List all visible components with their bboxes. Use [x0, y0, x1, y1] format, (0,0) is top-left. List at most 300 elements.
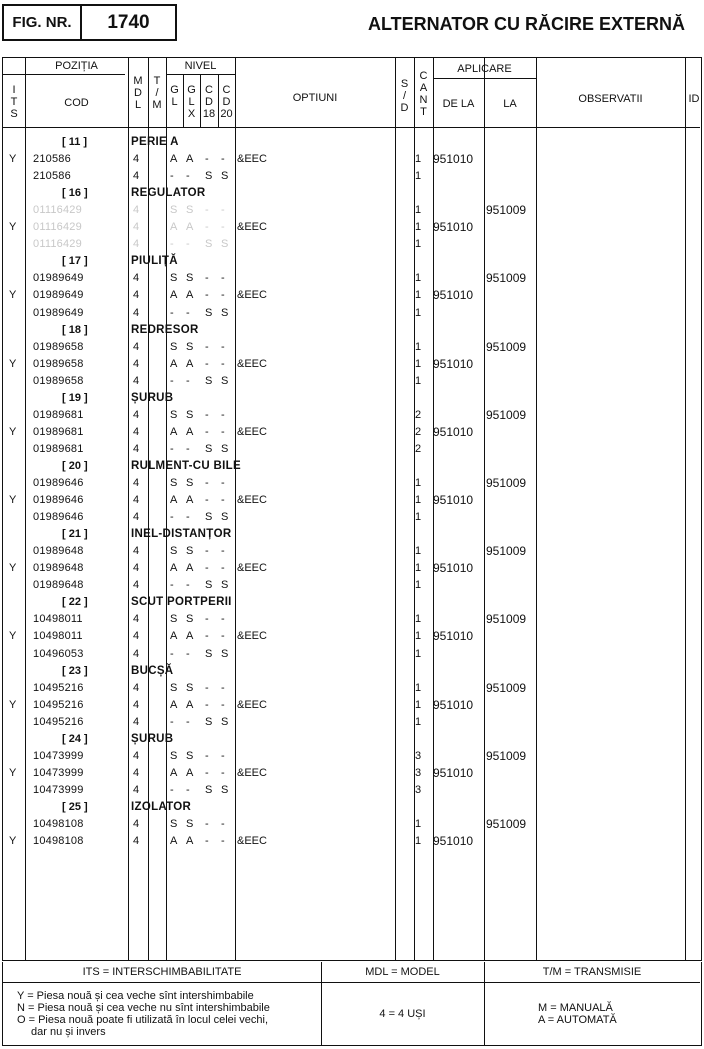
table-row	[0, 697, 704, 713]
nivel-cell: -	[205, 630, 209, 643]
mdl-cell: 4	[133, 340, 140, 353]
mdl-cell: 4	[133, 698, 140, 711]
nivel-cell: -	[205, 272, 209, 285]
part-code: 01989658	[33, 340, 84, 353]
mdl-cell: 4	[133, 681, 140, 694]
nivel-cell: -	[186, 647, 190, 660]
quantity-cell: 1	[415, 818, 422, 830]
nivel-cell: S	[170, 818, 178, 830]
nivel-cell: S	[186, 545, 194, 558]
its-cell: Y	[9, 630, 17, 643]
header-la: LA	[503, 98, 517, 110]
nivel-cell: A	[170, 630, 178, 643]
nivel-cell: S	[205, 306, 213, 319]
date-from-cell: 951010	[433, 765, 474, 780]
legend-its-title: ITS = INTERSCHIMBABILITATE	[3, 962, 321, 983]
table-row	[0, 509, 704, 525]
nivel-cell: -	[170, 647, 174, 660]
nivel-cell: S	[186, 477, 194, 489]
header-cd20: C D 20	[220, 84, 233, 120]
quantity-cell: 1	[415, 681, 422, 694]
table-row	[0, 611, 704, 627]
mdl-cell: 4	[133, 306, 140, 319]
nivel-cell: -	[205, 494, 209, 507]
quantity-cell: 2	[415, 425, 422, 438]
group-header-row	[0, 390, 704, 406]
header-its: I T S	[10, 84, 18, 120]
header-optiuni: OPTIUNI	[292, 92, 338, 104]
nivel-cell: -	[221, 545, 225, 558]
table-row	[0, 373, 704, 389]
mdl-cell: 4	[133, 238, 140, 251]
mdl-cell: 4	[133, 425, 140, 438]
header-aplicare: APLICARE	[457, 63, 512, 75]
mdl-cell: 4	[133, 442, 140, 455]
nivel-cell: A	[170, 289, 178, 302]
nivel-cell: S	[170, 340, 178, 353]
nivel-cell: A	[186, 289, 194, 302]
part-code: 01989648	[33, 562, 84, 575]
quantity-cell: 1	[415, 272, 422, 285]
mdl-cell: 4	[133, 579, 140, 592]
nivel-cell: A	[186, 766, 194, 779]
mdl-cell: 4	[133, 511, 140, 524]
mdl-cell: 4	[133, 783, 140, 796]
date-from-cell: 951010	[433, 561, 474, 576]
date-to-cell: 951009	[486, 544, 527, 559]
date-from-cell: 951010	[433, 834, 474, 849]
nivel-cell: -	[205, 340, 209, 353]
part-name: INEL-DISTANȚOR	[131, 528, 232, 541]
quantity-cell: 1	[415, 511, 422, 524]
nivel-cell: S	[205, 647, 213, 660]
table-row	[0, 492, 704, 508]
nivel-cell: A	[170, 835, 178, 848]
nivel-cell: -	[221, 630, 225, 643]
header-id: ID	[688, 93, 700, 105]
quantity-cell: 1	[415, 630, 422, 643]
legend-its-line: O = Piesa nouă poate fi utilizată în locul celei vechi,	[17, 1014, 269, 1026]
nivel-cell: S	[221, 783, 229, 796]
part-code: 10498011	[33, 613, 83, 626]
nivel-cell: A	[186, 630, 194, 643]
table-row	[0, 782, 704, 798]
part-code: 01116429	[33, 238, 82, 251]
legend-its-line: Y = Piesa nouă și cea veche sînt intershimbabile	[17, 990, 254, 1002]
part-code: 10498108	[33, 818, 84, 830]
table-row	[0, 236, 704, 252]
mdl-cell: 4	[133, 749, 140, 762]
mdl-cell: 4	[133, 153, 140, 166]
quantity-cell: 1	[415, 545, 422, 558]
part-code: 10498011	[33, 630, 83, 643]
position-number: [ 17 ]	[62, 255, 88, 268]
quantity-cell: 3	[415, 783, 422, 796]
part-name: ȘURUB	[131, 732, 174, 745]
quantity-cell: 1	[415, 204, 422, 217]
part-name: REGULATOR	[131, 187, 206, 200]
header-cd18: C D 18	[202, 84, 216, 120]
nivel-cell: -	[170, 715, 174, 728]
date-from-cell: 951010	[433, 152, 474, 167]
table-row	[0, 202, 704, 218]
nivel-cell: A	[170, 357, 178, 370]
its-cell: Y	[9, 425, 17, 438]
position-number: [ 25 ]	[62, 800, 88, 813]
mdl-cell: 4	[133, 766, 140, 779]
nivel-cell: -	[221, 340, 225, 353]
nivel-cell: S	[186, 818, 194, 830]
group-header-row	[0, 663, 704, 679]
group-header-row	[0, 185, 704, 201]
mdl-cell: 4	[133, 835, 140, 848]
group-header-row	[0, 322, 704, 338]
group-header-row	[0, 458, 704, 474]
quantity-cell: 1	[415, 340, 422, 353]
table-row	[0, 748, 704, 764]
nivel-cell: -	[221, 613, 225, 626]
nivel-cell: S	[221, 647, 229, 660]
part-code: 01989648	[33, 579, 84, 592]
table-row	[0, 168, 704, 184]
quantity-cell: 3	[415, 749, 422, 762]
nivel-cell: -	[221, 818, 225, 830]
its-cell: Y	[9, 562, 17, 575]
nivel-cell: A	[170, 562, 178, 575]
nivel-cell: S	[170, 749, 178, 762]
mdl-cell: 4	[133, 170, 140, 183]
position-number: [ 21 ]	[62, 528, 88, 541]
option-cell: &EEC	[237, 221, 267, 234]
part-name: IZOLATOR	[131, 800, 192, 813]
nivel-cell: S	[186, 340, 194, 353]
its-cell: Y	[9, 494, 17, 507]
part-code: 01989649	[33, 272, 84, 285]
nivel-cell: S	[221, 306, 229, 319]
legend-tm-line: M = MANUALĂ	[538, 1002, 613, 1014]
nivel-cell: A	[170, 698, 178, 711]
nivel-cell: S	[170, 408, 178, 421]
nivel-cell: -	[221, 204, 225, 217]
nivel-cell: S	[221, 238, 229, 251]
nivel-cell: S	[221, 170, 229, 183]
part-code: 10496053	[33, 647, 84, 660]
figure-number: 1740	[107, 11, 150, 33]
quantity-cell: 1	[415, 306, 422, 319]
group-header-row	[0, 731, 704, 747]
table-row	[0, 646, 704, 662]
nivel-cell: S	[205, 579, 213, 592]
mdl-cell: 4	[133, 715, 140, 728]
part-code: 10495216	[33, 698, 84, 711]
figure-label: FIG. NR.	[4, 6, 82, 39]
nivel-cell: -	[170, 783, 174, 796]
position-number: [ 18 ]	[62, 323, 88, 336]
nivel-cell: S	[205, 783, 213, 796]
nivel-cell: -	[205, 477, 209, 489]
nivel-cell: S	[170, 613, 178, 626]
part-code: 210586	[33, 170, 71, 183]
part-code: 01989681	[33, 408, 84, 421]
table-row	[0, 356, 704, 372]
table-row	[0, 339, 704, 355]
table-row	[0, 151, 704, 167]
date-to-cell: 951009	[486, 476, 527, 490]
header-tm: T / M	[152, 75, 162, 111]
part-name: BUCȘĂ	[131, 664, 174, 677]
quantity-cell: 1	[415, 562, 422, 575]
option-cell: &EEC	[237, 289, 267, 302]
nivel-cell: A	[186, 835, 194, 848]
page-title: ALTERNATOR CU RĂCIRE EXTERNĂ	[368, 14, 686, 34]
nivel-cell: -	[186, 715, 190, 728]
mdl-cell: 4	[133, 357, 140, 370]
nivel-cell: A	[186, 698, 194, 711]
part-code: 210586	[33, 153, 71, 166]
part-code: 01989646	[33, 511, 84, 524]
option-cell: &EEC	[237, 766, 267, 779]
nivel-cell: -	[205, 613, 209, 626]
part-code: 01989649	[33, 289, 84, 302]
nivel-cell: A	[186, 357, 194, 370]
nivel-cell: -	[205, 562, 209, 575]
nivel-cell: -	[170, 170, 174, 183]
date-from-cell: 951010	[433, 697, 474, 712]
nivel-cell: -	[186, 374, 190, 387]
nivel-cell: S	[221, 579, 229, 592]
nivel-cell: -	[205, 698, 209, 711]
nivel-cell: -	[221, 835, 225, 848]
mdl-cell: 4	[133, 289, 140, 302]
part-code: 10498108	[33, 835, 84, 848]
nivel-cell: -	[205, 289, 209, 302]
nivel-cell: -	[221, 494, 225, 507]
position-number: [ 24 ]	[62, 732, 88, 745]
date-to-cell: 951009	[486, 612, 527, 627]
part-code: 10473999	[33, 749, 84, 762]
nivel-cell: -	[170, 579, 174, 592]
its-cell: Y	[9, 766, 17, 779]
option-cell: &EEC	[237, 630, 267, 643]
quantity-cell: 1	[415, 221, 422, 234]
table-row	[0, 287, 704, 303]
nivel-cell: -	[221, 357, 225, 370]
nivel-cell: S	[221, 715, 229, 728]
nivel-cell: S	[205, 238, 213, 251]
legend-its-line: N = Piesa nouă și cea veche nu sînt intershimbabile	[17, 1002, 270, 1014]
legend-its-line: dar nu și invers	[31, 1026, 106, 1038]
quantity-cell: 1	[415, 613, 422, 626]
quantity-cell: 1	[415, 647, 422, 660]
nivel-cell: S	[221, 374, 229, 387]
nivel-cell: -	[221, 153, 225, 166]
nivel-cell: S	[221, 442, 229, 455]
nivel-cell: -	[205, 425, 209, 438]
mdl-cell: 4	[133, 818, 140, 830]
nivel-cell: -	[170, 374, 174, 387]
table-row	[0, 680, 704, 696]
part-name: ȘURUB	[131, 391, 174, 404]
date-from-cell: 951010	[433, 629, 474, 644]
nivel-cell: -	[205, 357, 209, 370]
table-row	[0, 441, 704, 457]
nivel-cell: S	[170, 272, 178, 285]
nivel-cell: S	[170, 681, 178, 694]
mdl-cell: 4	[133, 374, 140, 387]
nivel-cell: -	[186, 783, 190, 796]
part-code: 01116429	[33, 204, 82, 217]
table-row	[0, 543, 704, 559]
table-row	[0, 833, 704, 849]
quantity-cell: 2	[415, 408, 422, 421]
nivel-cell: -	[221, 272, 225, 285]
nivel-cell: A	[170, 425, 178, 438]
part-code: 01116429	[33, 221, 82, 234]
nivel-cell: S	[221, 511, 229, 524]
part-name: SCUT PORTPERII	[131, 596, 232, 609]
nivel-cell: A	[170, 766, 178, 779]
quantity-cell: 1	[415, 494, 422, 507]
quantity-cell: 1	[415, 477, 422, 489]
nivel-cell: S	[186, 204, 194, 217]
quantity-cell: 1	[415, 835, 422, 848]
nivel-cell: A	[186, 221, 194, 234]
nivel-cell: -	[221, 681, 225, 694]
table-row	[0, 424, 704, 440]
date-to-cell: 951009	[486, 407, 527, 422]
nivel-cell: -	[205, 681, 209, 694]
nivel-cell: -	[221, 749, 225, 762]
legend-tm-line: A = AUTOMATĂ	[538, 1014, 617, 1026]
position-number: [ 11 ]	[62, 136, 88, 148]
nivel-cell: S	[186, 681, 194, 694]
position-number: [ 20 ]	[62, 459, 88, 472]
header-de-la: DE LA	[442, 98, 475, 110]
nivel-cell: -	[221, 766, 225, 779]
nivel-cell: S	[170, 204, 178, 217]
table-row	[0, 270, 704, 286]
table-row	[0, 714, 704, 730]
nivel-cell: S	[186, 272, 194, 285]
table-row	[0, 219, 704, 235]
quantity-cell: 1	[415, 357, 422, 370]
position-number: [ 19 ]	[62, 391, 88, 404]
mdl-cell: 4	[133, 408, 140, 421]
nivel-cell: -	[221, 477, 225, 489]
nivel-cell: -	[221, 562, 225, 575]
its-cell: Y	[9, 221, 17, 234]
nivel-cell: -	[205, 545, 209, 558]
nivel-cell: -	[205, 835, 209, 848]
mdl-cell: 4	[133, 494, 140, 507]
option-cell: &EEC	[237, 562, 267, 575]
quantity-cell: 1	[415, 579, 422, 592]
option-cell: &EEC	[237, 698, 267, 711]
group-header-row	[0, 526, 704, 542]
nivel-cell: S	[205, 511, 213, 524]
nivel-cell: -	[221, 425, 225, 438]
nivel-cell: S	[205, 442, 213, 455]
nivel-cell: -	[186, 306, 190, 319]
table-row	[0, 628, 704, 644]
nivel-cell: -	[205, 766, 209, 779]
nivel-cell: A	[186, 562, 194, 575]
option-cell: &EEC	[237, 835, 267, 848]
legend	[2, 962, 702, 1046]
header-cant: C A N T	[419, 70, 428, 118]
its-cell: Y	[9, 289, 17, 302]
group-header-row	[0, 253, 704, 269]
header-nivel: NIVEL	[184, 60, 217, 72]
nivel-cell: -	[205, 153, 209, 166]
date-from-cell: 951010	[433, 493, 474, 508]
option-cell: &EEC	[237, 425, 267, 438]
option-cell: &EEC	[237, 153, 267, 166]
nivel-cell: A	[170, 153, 178, 166]
quantity-cell: 2	[415, 442, 422, 455]
nivel-cell: -	[205, 221, 209, 234]
quantity-cell: 1	[415, 238, 422, 251]
header-cod: COD	[64, 97, 89, 109]
nivel-cell: -	[205, 204, 209, 217]
nivel-cell: S	[205, 374, 213, 387]
nivel-cell: S	[186, 749, 194, 762]
date-to-cell: 951009	[486, 680, 527, 695]
quantity-cell: 1	[415, 170, 422, 183]
legend-mdl-title: MDL = MODEL	[321, 962, 484, 983]
nivel-cell: -	[170, 442, 174, 455]
date-to-cell: 951009	[486, 271, 527, 286]
nivel-cell: -	[186, 170, 190, 183]
nivel-cell: -	[186, 442, 190, 455]
position-number: [ 16 ]	[62, 187, 88, 200]
nivel-cell: -	[221, 289, 225, 302]
nivel-cell: S	[170, 477, 178, 489]
part-code: 01989681	[33, 442, 84, 455]
mdl-cell: 4	[133, 613, 140, 626]
group-header-row	[0, 134, 704, 150]
header-mdl: M D L	[133, 75, 143, 111]
part-code: 01989646	[33, 494, 84, 507]
mdl-cell: 4	[133, 545, 140, 558]
part-code: 01989649	[33, 306, 84, 319]
part-code: 10473999	[33, 783, 84, 796]
position-number: [ 23 ]	[62, 664, 88, 677]
date-to-cell: 951009	[486, 748, 527, 763]
mdl-cell: 4	[133, 647, 140, 660]
header-glx: G L X	[187, 84, 196, 120]
mdl-cell: 4	[133, 272, 140, 285]
nivel-cell: -	[205, 818, 209, 830]
group-header-row	[0, 594, 704, 610]
date-to-cell: 951009	[486, 339, 527, 354]
header-pozitia: POZIȚIA	[55, 60, 98, 72]
header-gl: G L	[170, 84, 179, 108]
part-name: PERIE A	[131, 136, 179, 148]
mdl-cell: 4	[133, 204, 140, 217]
nivel-cell: -	[170, 238, 174, 251]
mdl-cell: 4	[133, 477, 140, 489]
mdl-cell: 4	[133, 221, 140, 234]
option-cell: &EEC	[237, 494, 267, 507]
nivel-cell: S	[186, 408, 194, 421]
legend-tm-title: T/M = TRANSMISIE	[484, 962, 700, 983]
table-row	[0, 577, 704, 593]
nivel-cell: -	[221, 221, 225, 234]
quantity-cell: 1	[415, 153, 422, 166]
its-cell: Y	[9, 357, 17, 370]
part-code: 10495216	[33, 681, 84, 694]
